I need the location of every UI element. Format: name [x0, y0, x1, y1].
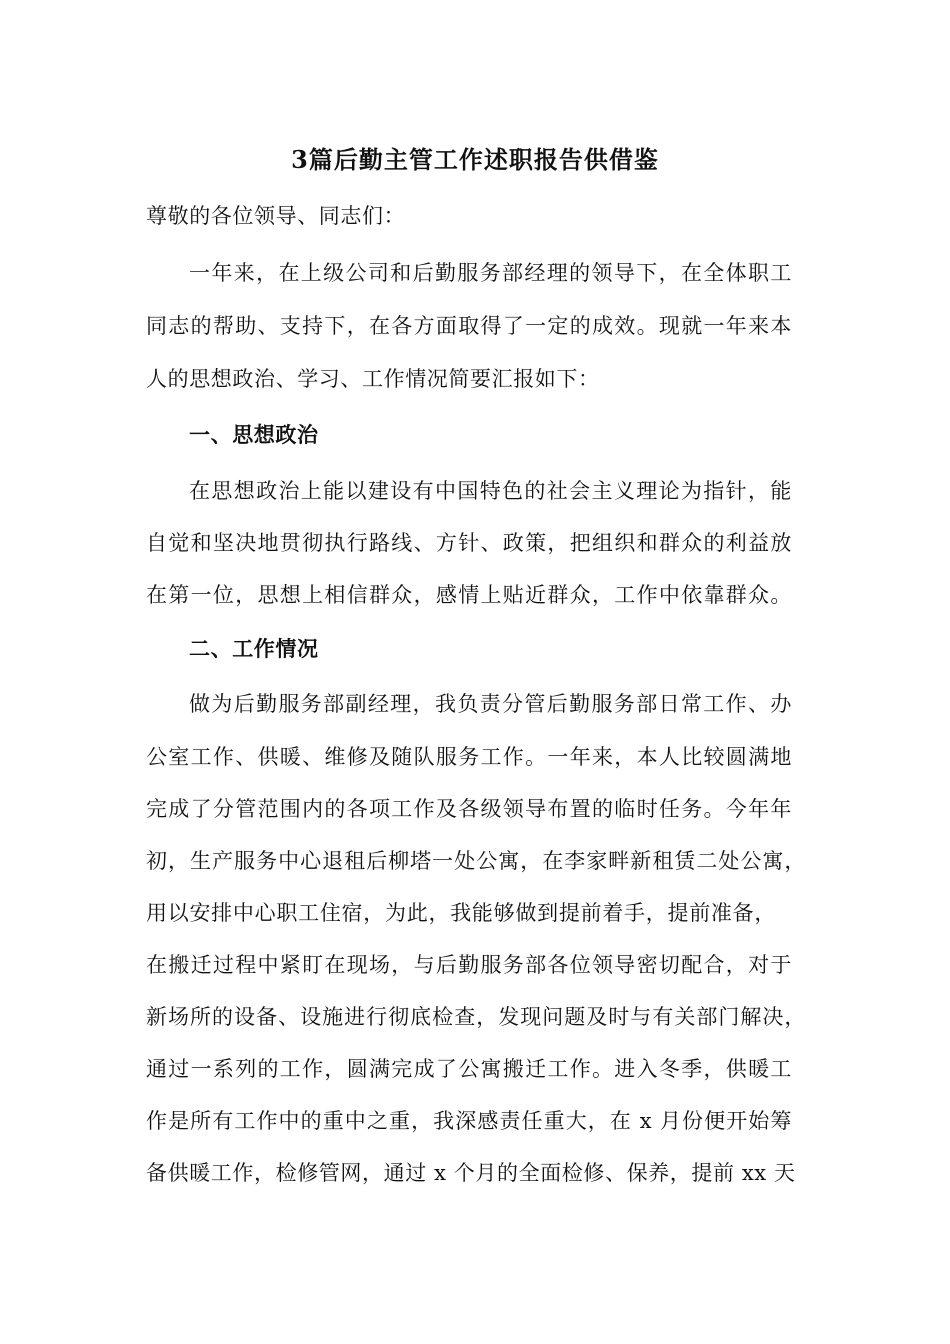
paragraph-line: 公室工作、供暖、维修及随队服务工作。一年来，本人比较圆满地 [146, 745, 792, 769]
paragraph-line: 在思想政治上能以建设有中国特色的社会主义理论为指针，能 [189, 479, 792, 503]
paragraph-line: 同志的帮助、支持下，在各方面取得了一定的成效。现就一年来本 [146, 314, 792, 338]
paragraph-line: 初，生产服务中心退租后柳塔一处公寓，在李家畔新租赁二处公寓， [146, 849, 806, 873]
section-heading: 二、工作情况 [189, 636, 319, 661]
paragraph-line: 人的思想政治、学习、工作情况简要汇报如下： [146, 367, 600, 391]
paragraph-line: 在第一位，思想上相信群众，感情上贴近群众，工作中依靠群众。 [146, 583, 792, 607]
paragraph-line: 通过一系列的工作，圆满完成了公寓搬迁工作。进入冬季，供暖工 [146, 1057, 792, 1081]
paragraph-line: 自觉和坚决地贯彻执行路线、方针、政策，把组织和群众的利益放 [146, 531, 792, 555]
paragraph-line: 做为后勤服务部副经理，我负责分管后勤服务部日常工作、办 [189, 692, 792, 716]
document-title: 3篇后勤主管工作述职报告供借鉴 [291, 145, 659, 174]
paragraph-line: 作是所有工作中的重中之重，我深感责任重大，在 x 月份便开始筹 [146, 1109, 792, 1133]
salutation: 尊敬的各位领导、同志们： [146, 204, 406, 228]
paragraph-line: 在搬迁过程中紧盯在现场，与后勤服务部各位领导密切配合，对于 [146, 953, 792, 977]
paragraph-line: 备供暖工作，检修管网，通过 x 个月的全面检修、保养，提前 xx 天 [146, 1161, 796, 1185]
paragraph-line: 完成了分管范围内的各项工作及各级领导布置的临时任务。今年年 [146, 797, 792, 821]
paragraph-line: 新场所的设备、设施进行彻底检查，发现问题及时与有关部门解决， [146, 1005, 806, 1029]
section-heading: 一、思想政治 [189, 422, 319, 447]
paragraph-line: 一年来，在上级公司和后勤服务部经理的领导下，在全体职工 [189, 261, 792, 285]
paragraph-line: 用以安排中心职工住宿，为此，我能够做到提前着手，提前准备， [146, 901, 776, 925]
